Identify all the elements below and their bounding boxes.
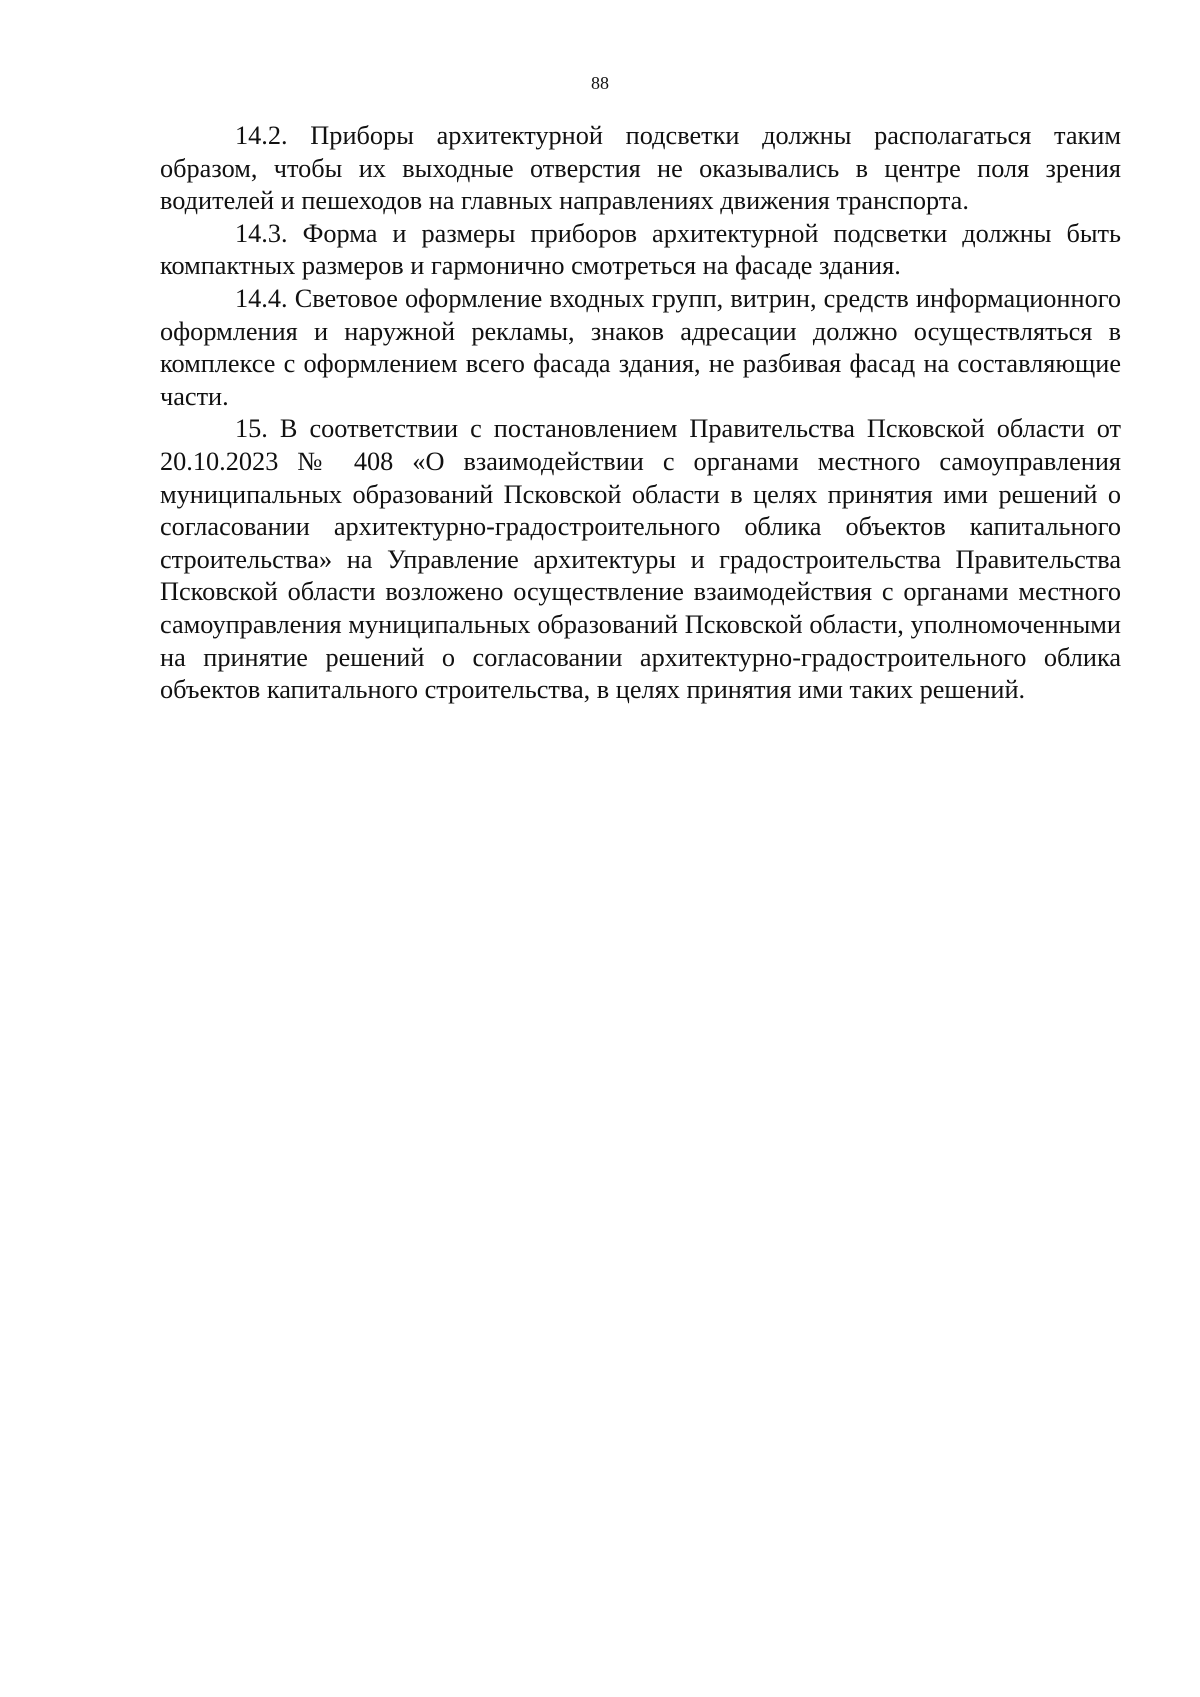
paragraph-15: 15. В соответствии с постановлением Правительства Псковской области от 20.10.2023 № 408 «О взаимодействии с органами местного самоуправления муниципальных образований Псковской области в целях принятия ими решений о согласовании архитектурно-градостроительного облика объектов капитального строительства» на Управление архитектуры и градостроительства Правительства Псковской области возложено осуществление взаимодействия с органами местного самоуправления муниципальных образований Псковской области, уполномоченными на принятие решений о согласовании архитектурно-градостроительного облика объектов капитального строительства, в целях принятия ими таких решений. [160,414,1121,705]
paragraph-14-2: 14.2. Приборы архитектурной подсветки должны располагаться таким образом, чтобы их выходные отверстия не оказывались в центре поля зрения водителей и пешеходов на главных направлениях движения транспорта. [160,121,1121,216]
paragraph-14-3: 14.3. Форма и размеры приборов архитектурной подсветки должны быть компактных размеров и гармонично смотреться на фасаде здания. [160,218,1121,281]
paragraph-14-4: 14.4. Световое оформление входных групп, витрин, средств информационного оформления и наружной рекламы, знаков адресации должно осуществляться в комплексе с оформлением всего фасада здания, не разбивая фасад на составляющие части. [160,283,1121,411]
document-body [160,120,1121,707]
page-number: 88 [591,73,609,93]
